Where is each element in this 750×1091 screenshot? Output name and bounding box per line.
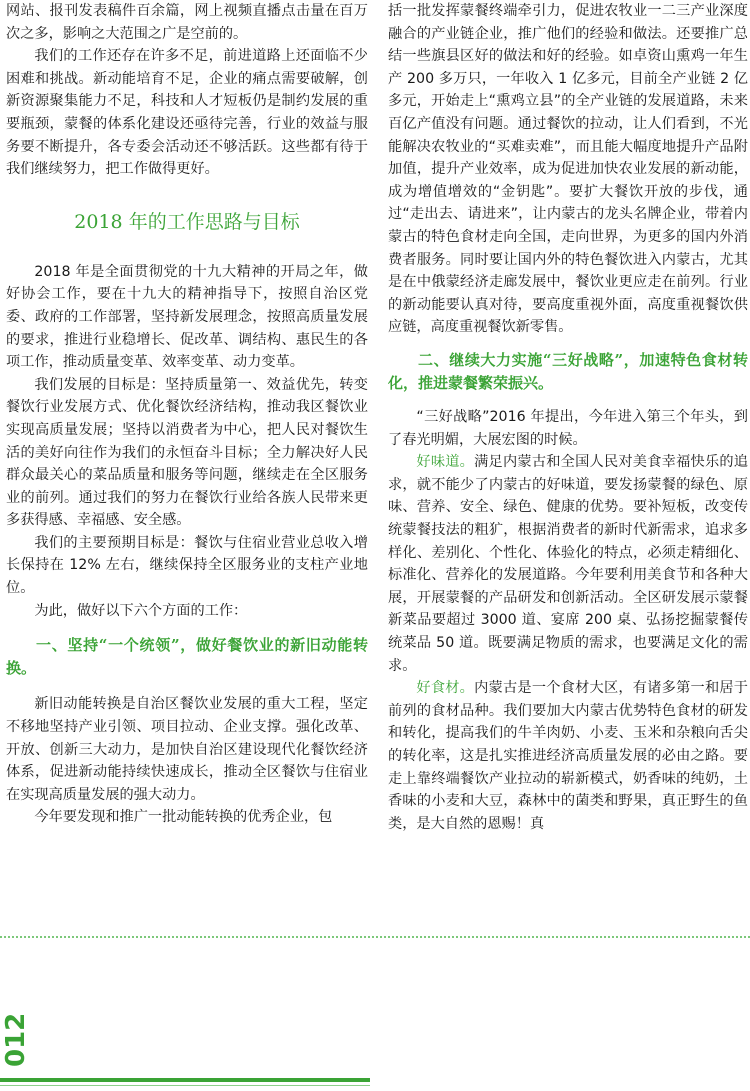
footer-bar-thin [0, 1085, 370, 1086]
paragraph-text: 内蒙古是一个食材大区，有诸多第一和居于前列的食材品种。我们要加大内蒙古优势特色食材的研发和转化，提高我们的牛羊肉奶、小麦、玉米和杂粮向舌尖的转化率，这是扎实推进经济高质量发展的必由之路。要走上靠终端餐饮产业拉动的崭新模式，奶香味的纯奶，土香味的小麦和大豆，森林中的菌类和野果，真正野生的鱼类，是大自然的恩赐！真 [388, 680, 748, 832]
footer-divider [0, 936, 750, 938]
paragraph: 2018 年是全面贯彻党的十九大精神的开局之年，做好协会工作，要在十九大的精神指导下，按照自治区党委、政府的工作部署，坚持新发展理念，按照高质量发展的要求，推进行业稳增长、促改革、调结构、惠民生的各项工作，推动质量变革、效率变革、动力变革。 [6, 263, 368, 371]
paragraph: 为此，做好以下六个方面的工作： [34, 602, 248, 619]
paragraph [388, 451, 748, 677]
paragraph: 今年要发现和推广一批动能转换的优秀企业，包 [34, 809, 333, 826]
paragraph: 网站、报刊发表稿件百余篇，网上视频直播点击量在百万次之多，影响之大范围之广是空前的。 [6, 3, 368, 42]
keyword-label: 好味道。 [416, 454, 475, 471]
paragraph: 我们的主要预期目标是：餐饮与住宿业营业总收入增长保持在 12% 左右，继续保持全区服务业的支柱产业地位。 [6, 534, 368, 597]
section-title: 2018 年的工作思路与目标 [74, 210, 300, 233]
keyword-label: 好食材。 [416, 680, 475, 697]
page-number: 012 [1, 1012, 31, 1068]
paragraph-text: 满足内蒙古和全国人民对美食幸福快乐的追求，就不能少了内蒙古的好味道，要发扬蒙餐的绿色、原味、营养、安全、绿色、健康的优势。要补短板，改变传统蒙餐技法的粗犷，根据消费者的新时代新需求，追求多样化、差别化、个性化、体验化的特点，必须走精细化、标准化、营养化的发展道路。今年要利用美食节和各种大展，开展蒙餐的产品研发和创新活动。全区研发展示蒙餐新菜品要超过 3000 道、宴席 200 桌、弘扬挖掘蒙餐传统菜品 50 道。既要满足物质的需求，也要满足文化的需求。 [388, 454, 748, 674]
footer-bar [0, 1078, 370, 1082]
paragraph: 新旧动能转换是自治区餐饮业发展的重大工程，坚定不移地坚持产业引领、项目拉动、企业支撑。强化改革、开放、创新三大动力，是加快自治区建设现代化餐饮经济体系，促进新动能持续快速成长，推动全区餐饮与住宿业在实现高质量发展的强大动力。 [6, 696, 368, 803]
paragraph: 我们发展的目标是：坚持质量第一、效益优先，转变餐饮行业发展方式、优化餐饮经济结构，推动我区餐饮业实现高质量发展；坚持以消费者为中心，把人民对餐饮生活的美好向往作为我们的永恒奋斗目标；全力解决好人民群众最关心的菜品质量和服务等问题，继续走在全区服务业的前列。通过我们的努力在餐饮行业给各族人民带来更多获得感、幸福感、安全感。 [6, 376, 368, 529]
paragraph: “三好战略”2016 年提出，今年进入第三个年头，到了春光明媚，大展宏图的时候。 [388, 409, 748, 448]
paragraph: 我们的工作还存在许多不足，前进道路上还面临不少困难和挑战。新动能培育不足，企业的痛点需要破解，创新资源聚集能力不足，科技和人才短板仍是制约发展的重要瓶颈，蒙餐的体系化建设还亟待完善，行业的效益与服务要不断提升，各专委会活动还不够活跃。这些都有待于我们继续努力，把工作做得更好。 [6, 48, 368, 178]
paragraph [388, 677, 748, 835]
left-column [6, 0, 368, 829]
subsection-heading: 二、继续大力实施“三好战略”，加速特色食材转化，推进蒙餐繁荣振兴。 [388, 350, 748, 392]
subsection-heading: 一、坚持“一个统领”，做好餐饮业的新旧动能转换。 [6, 636, 368, 677]
right-column [388, 0, 748, 835]
paragraph: 括一批发挥蒙餐终端牵引力，促进农牧业一二三产业深度融合的产业链企业，推广他们的经验和做法。还要推广总结一些旗县区好的做法和好的经验。如卓资山熏鸡一年生产 200 多万只，一年收入 1 亿多元，目前全产业链 2 亿多元，开始走上“熏鸡立县”的全产业链的发展道路，未来百亿产值没有问题。通过餐饮的拉动，让人们看到，不光能解决农牧业的“买难卖难”，而且能大幅度地提升产品附加值，提升产业效率，成为促进加快农业发展的新动能，成为增值增效的“金钥匙”。要扩大餐饮开放的步伐，通过“走出去、请进来”，让内蒙古的龙头名牌企业，带着内蒙古的特色食材走向全国，走向世界，为更多的国内外消费者服务。同时要让国内外的特色餐饮进入内蒙古，尤其是在中俄蒙经济走廊发展中，餐饮业更应走在前列。行业的新动能要认真对待，要高度重视外面，高度重视餐饮供应链，高度重视餐饮新零售。 [388, 3, 748, 336]
